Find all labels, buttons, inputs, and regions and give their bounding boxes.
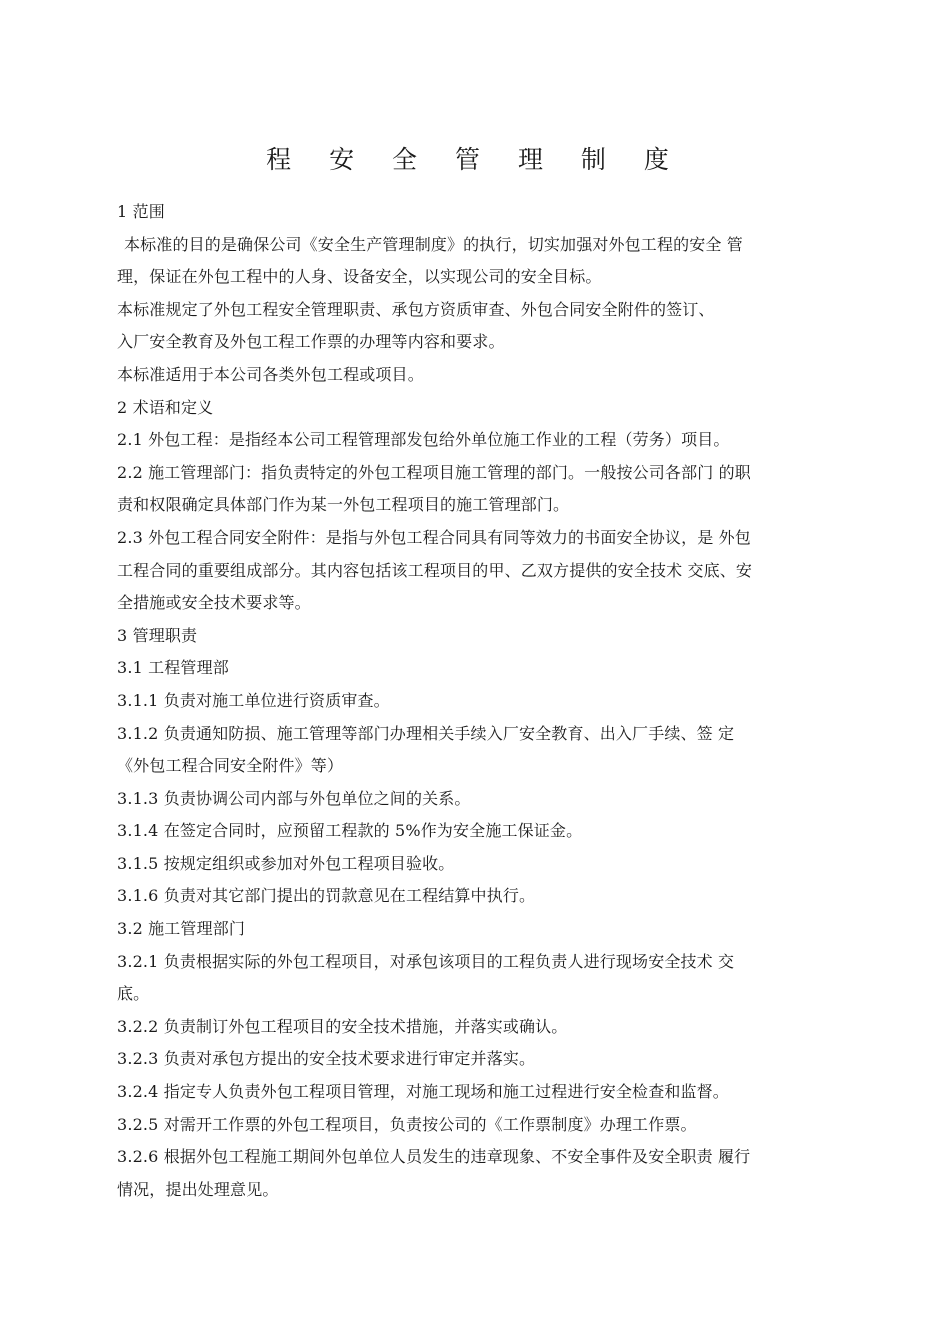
paragraph-line: 入厂安全教育及外包工程工作票的办理等内容和要求。 xyxy=(117,332,505,352)
clause-line: 工程合同的重要组成部分。其内容包括该工程项目的甲、乙双方提供的安全技术 交底、安 xyxy=(117,560,753,580)
clause-line: 《外包工程合同安全附件》等） xyxy=(117,756,344,776)
clause-line: 3.2.5 对需开工作票的外包工程项目，负责按公司的《工作票制度》办理工作票。 xyxy=(117,1114,697,1134)
clause-line: 全措施或安全技术要求等。 xyxy=(117,593,311,613)
clause-line: 2.2 施工管理部门：指负责特定的外包工程项目施工管理的部门。一般按公司各部门 的职 xyxy=(117,462,751,482)
paragraph-line: 本标准适用于本公司各类外包工程或项目。 xyxy=(117,364,424,384)
section-heading: 1 范围 xyxy=(117,202,165,221)
clause-line: 3.1.1 负责对施工单位进行资质审查。 xyxy=(117,690,390,710)
document-title: 程 安 全 管 理 制 度 xyxy=(266,145,684,174)
clause-line: 2.1 外包工程：是指经本公司工程管理部发包给外单位施工作业的工程（劳务）项目。 xyxy=(117,430,730,450)
clause-line: 3.1.5 按规定组织或参加对外包工程项目验收。 xyxy=(117,853,455,873)
clause-line: 责和权限确定具体部门作为某一外包工程项目的施工管理部门。 xyxy=(117,495,570,515)
clause-line: 3.2.6 根据外包工程施工期间外包单位人员发生的违章现象、不安全事件及安全职责 履行 xyxy=(117,1147,751,1167)
clause-line: 底。 xyxy=(117,984,150,1004)
clause-line: 3.1.6 负责对其它部门提出的罚款意见在工程结算中执行。 xyxy=(117,886,536,906)
paragraph-line: 本标准规定了外包工程安全管理职责、承包方资质审查、外包合同安全附件的签订、 xyxy=(117,299,715,319)
clause-line: 3.1.2 负责通知防损、施工管理等部门办理相关手续入厂安全教育、出入厂手续、签 定 xyxy=(117,723,735,743)
subsection-heading: 3.1 工程管理部 xyxy=(117,658,229,678)
clause-line: 情况，提出处理意见。 xyxy=(117,1179,279,1199)
clause-line: 3.1.3 负责协调公司内部与外包单位之间的关系。 xyxy=(117,788,471,808)
paragraph-line: 本标准的目的是确保公司《安全生产管理制度》的执行，切实加强对外包工程的安全 管 xyxy=(124,234,743,254)
section-heading: 2 术语和定义 xyxy=(117,397,214,417)
document-body xyxy=(117,202,837,1212)
section-heading: 3 管理职责 xyxy=(117,625,198,645)
subsection-heading: 3.2 施工管理部门 xyxy=(117,919,246,939)
clause-line: 3.1.4 在签定合同时，应预留工程款的 5%作为安全施工保证金。 xyxy=(117,821,583,841)
clause-line: 3.2.1 负责根据实际的外包工程项目，对承包该项目的工程负责人进行现场安全技术 交 xyxy=(117,951,735,971)
clause-line: 3.2.4 指定专人负责外包工程项目管理，对施工现场和施工过程进行安全检查和监督。 xyxy=(117,1082,729,1102)
clause-line: 3.2.3 负责对承包方提出的安全技术要求进行审定并落实。 xyxy=(117,1049,536,1069)
paragraph-line: 理，保证在外包工程中的人身、设备安全，以实现公司的安全目标。 xyxy=(117,267,602,287)
clause-line: 3.2.2 负责制订外包工程项目的安全技术措施，并落实或确认。 xyxy=(117,1016,568,1036)
clause-line: 2.3 外包工程合同安全附件：是指与外包工程合同具有同等效力的书面安全协议，是 外包 xyxy=(117,527,751,547)
